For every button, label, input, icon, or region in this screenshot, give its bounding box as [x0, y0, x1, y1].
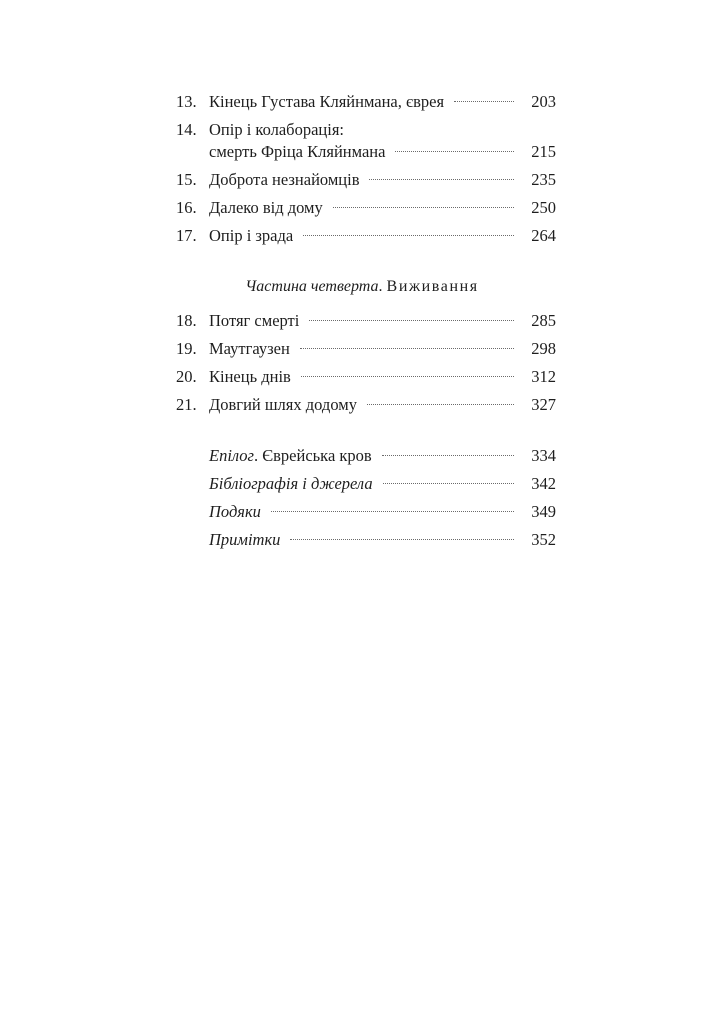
chapter-title-line1: Опір і колаборація: — [209, 120, 344, 139]
toc-entry-bibliography[interactable] — [176, 474, 556, 494]
part-heading — [0, 277, 724, 297]
dot-leader — [382, 455, 514, 456]
dot-leader — [369, 179, 514, 180]
toc-entry-chapter-16[interactable] — [176, 198, 556, 218]
page-number: 264 — [531, 226, 556, 245]
chapter-title: Опір і зрада — [209, 226, 294, 245]
toc-entry-chapter-14-line1 — [176, 120, 556, 140]
toc-entry-chapter-13[interactable] — [176, 92, 556, 112]
page-number: 285 — [531, 311, 556, 330]
chapter-number: 14. — [176, 120, 197, 139]
toc-entry-chapter-15[interactable] — [176, 170, 556, 190]
toc-entry-chapter-21[interactable] — [176, 395, 556, 415]
page-number: 327 — [531, 395, 556, 414]
dot-leader — [454, 101, 514, 102]
toc-entry-chapter-19[interactable] — [176, 339, 556, 359]
dot-leader — [309, 320, 514, 321]
chapter-title: Доброта незнайомців — [209, 170, 360, 189]
back-matter-title-italic: Епілог — [209, 446, 254, 465]
chapter-title: Маутгаузен — [209, 339, 290, 358]
part-title: Виживання — [386, 278, 479, 295]
chapter-title: Довгий шлях додому — [209, 395, 357, 414]
dot-leader — [367, 404, 514, 405]
dot-leader — [290, 539, 514, 540]
back-matter-title-rest: . Єврейська кров — [254, 446, 372, 465]
dot-leader — [383, 483, 514, 484]
toc-entry-chapter-20[interactable] — [176, 367, 556, 387]
chapter-title: Кінець Густава Кляйнмана, єврея — [209, 92, 445, 111]
dot-leader — [271, 511, 514, 512]
toc-entry-acknowledgements[interactable] — [176, 502, 556, 522]
chapter-number: 15. — [176, 170, 197, 189]
dot-leader — [303, 235, 514, 236]
page-number: 352 — [531, 530, 556, 549]
chapter-number: 19. — [176, 339, 197, 358]
page-number: 349 — [531, 502, 556, 521]
chapter-title: Кінець днів — [209, 367, 291, 386]
chapter-number: 13. — [176, 92, 197, 111]
back-matter-title: Подяки — [209, 502, 261, 521]
part-label: Частина четверта — [245, 278, 379, 295]
back-matter-title — [209, 446, 372, 466]
back-matter-title: Бібліографія і джерела — [209, 474, 373, 493]
toc-entry-chapter-14[interactable] — [176, 142, 556, 162]
part-separator: . — [378, 278, 387, 295]
toc-entry-epilogue[interactable] — [176, 446, 556, 466]
back-matter-title: Примітки — [209, 530, 281, 549]
chapter-title: Потяг смерті — [209, 311, 300, 330]
page-number: 235 — [531, 170, 556, 189]
toc-entry-notes[interactable] — [176, 530, 556, 550]
dot-leader — [300, 348, 514, 349]
chapter-number: 16. — [176, 198, 197, 217]
dot-leader — [395, 151, 514, 152]
page-number: 312 — [531, 367, 556, 386]
chapter-title-line2: смерть Фріца Кляйнмана — [209, 142, 386, 161]
toc-entry-chapter-18[interactable] — [176, 311, 556, 331]
page-number: 342 — [531, 474, 556, 493]
page-number: 215 — [531, 142, 556, 161]
chapter-number: 18. — [176, 311, 197, 330]
chapter-number: 17. — [176, 226, 197, 245]
toc-entry-chapter-17[interactable] — [176, 226, 556, 246]
dot-leader — [333, 207, 514, 208]
dot-leader — [301, 376, 514, 377]
chapter-number: 20. — [176, 367, 197, 386]
page-number: 334 — [531, 446, 556, 465]
chapter-title: Далеко від дому — [209, 198, 323, 217]
page-number: 203 — [531, 92, 556, 111]
page-number: 298 — [531, 339, 556, 358]
chapter-number: 21. — [176, 395, 197, 414]
page-number: 250 — [531, 198, 556, 217]
